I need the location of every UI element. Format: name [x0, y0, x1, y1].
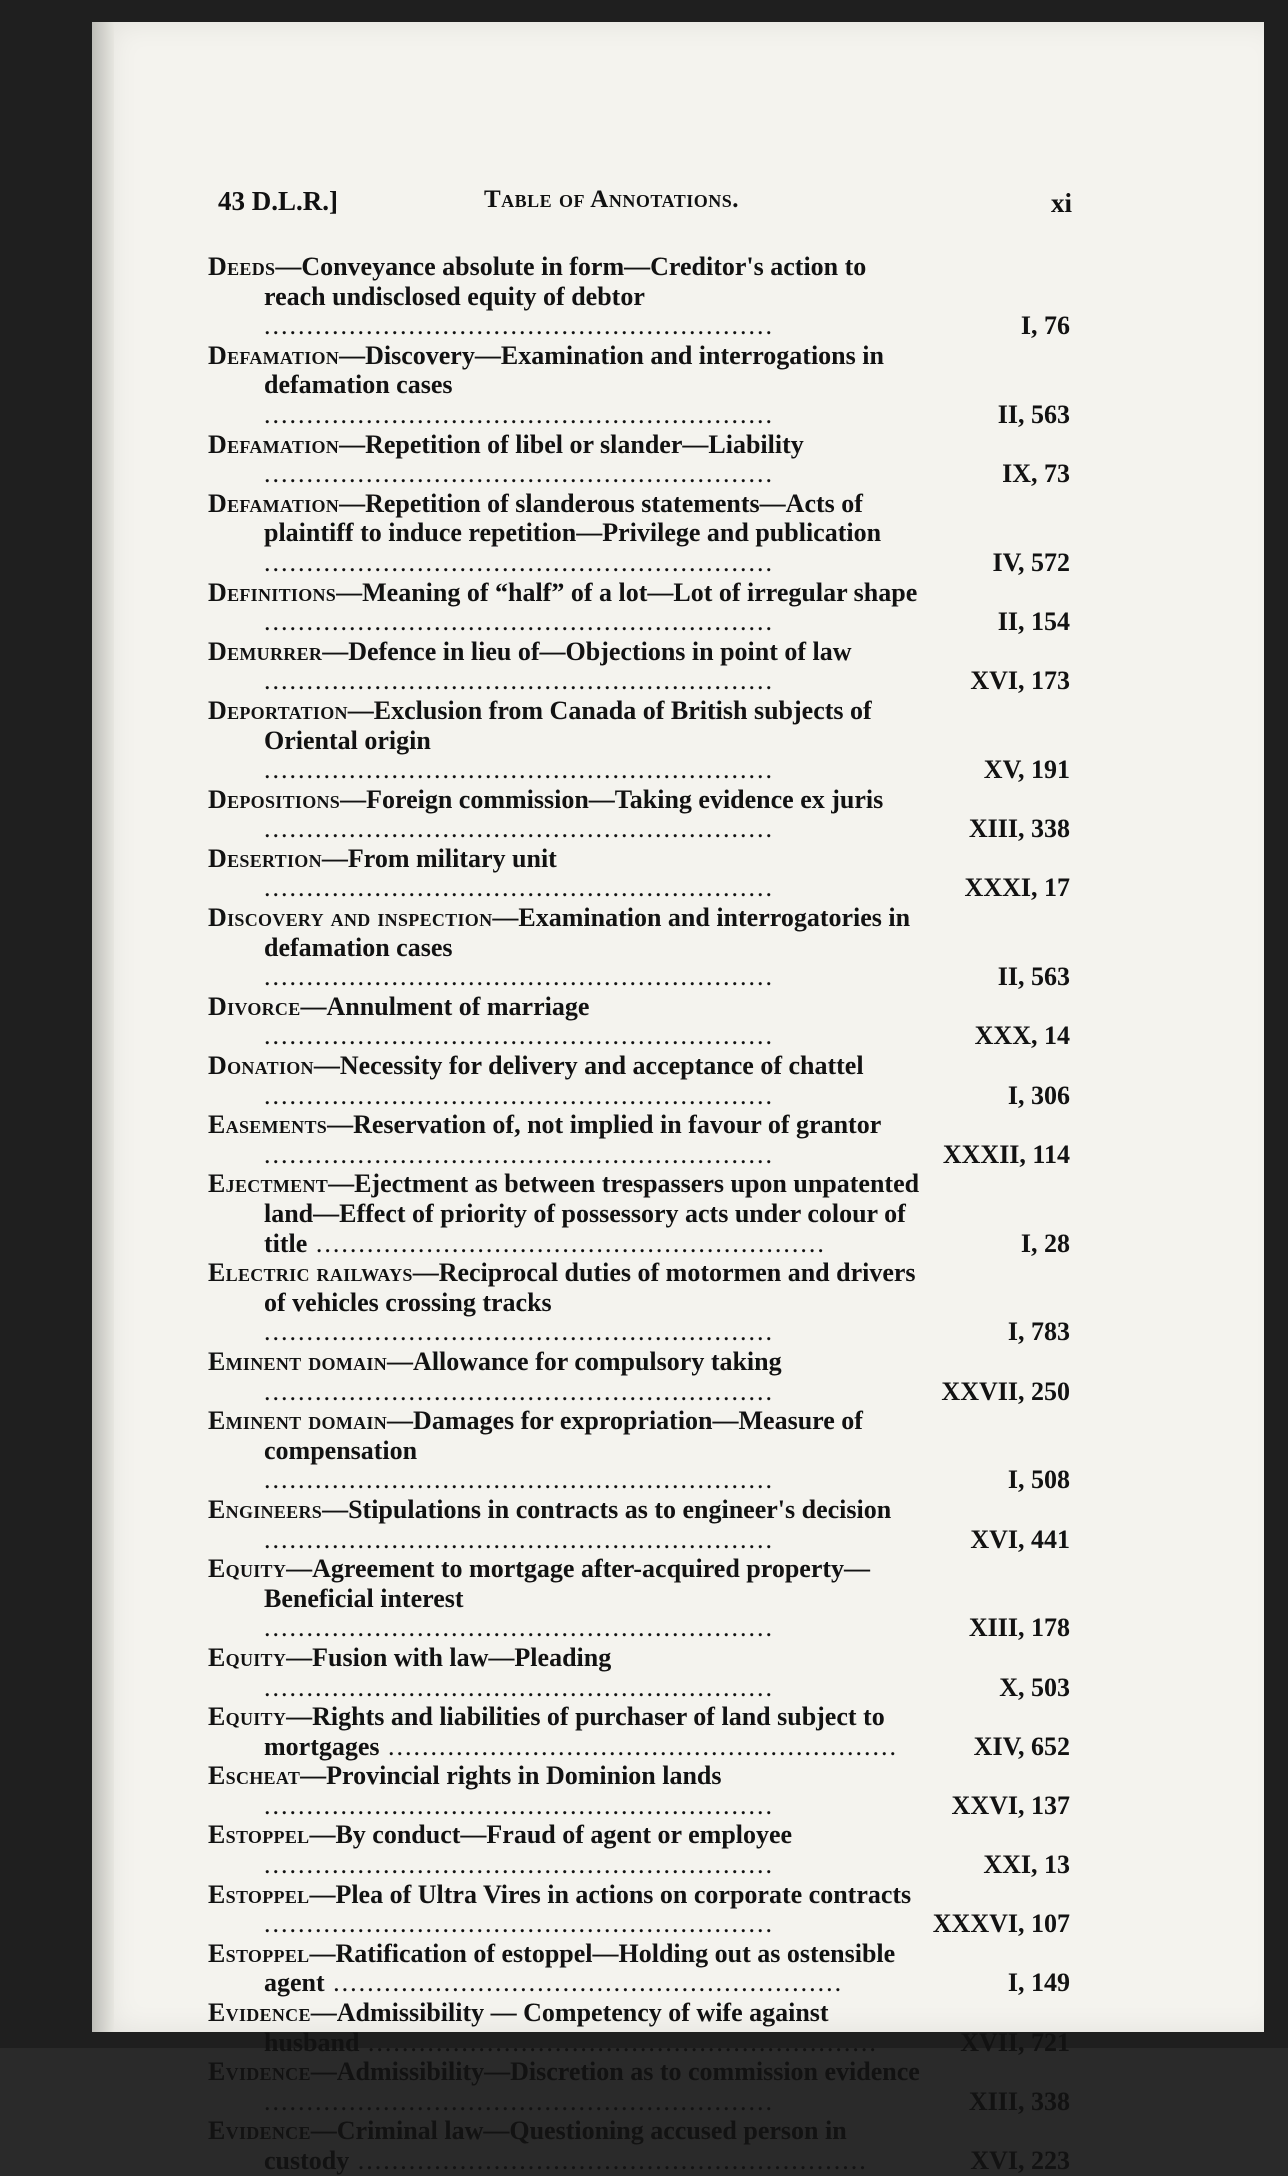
annotation-entry — [208, 1761, 1074, 1820]
annotation-entry — [208, 1110, 1074, 1169]
dot-leader: ............................................................ — [264, 1080, 774, 1110]
annotation-entry — [208, 1406, 1074, 1495]
annotation-entry — [208, 1347, 1074, 1406]
entry-text — [208, 1110, 920, 1169]
page-title: Table of Annotations. — [484, 186, 739, 213]
entry-description: —Ratification of estoppel—Holding out as ostensible agent — [264, 1938, 896, 1998]
dot-leader: ............................................................ — [264, 607, 774, 637]
page-number: xi — [1050, 188, 1072, 218]
entry-reference: IX, 73 — [1002, 459, 1070, 489]
entry-text — [208, 1554, 920, 1643]
annotation-entry — [208, 2057, 1074, 2116]
dot-leader: ............................................................ — [349, 2146, 868, 2175]
entry-text — [208, 1761, 920, 1820]
annotation-entry — [208, 489, 1074, 578]
entry-description: —Damages for expropriation—Measure of compensation — [264, 1406, 863, 1465]
entry-text — [208, 1880, 920, 1939]
entry-description: —Defence in lieu of—Objections in point of law — [322, 636, 852, 666]
entry-heading: Estoppel — [208, 1820, 310, 1850]
entry-reference: XVI, 441 — [970, 1524, 1070, 1554]
entry-heading: Deeds — [208, 252, 276, 281]
entry-description: —Exclusion from Canada of British subjects of Oriental origin — [264, 695, 872, 755]
annotation-entry — [208, 578, 1074, 637]
entry-reference: XIII, 178 — [968, 1613, 1070, 1643]
entry-reference: I, 149 — [1007, 1968, 1070, 1998]
annotation-list — [208, 252, 1074, 2176]
entry-heading: Defamation — [208, 488, 340, 518]
running-header — [218, 186, 1078, 226]
entry-text — [208, 1051, 920, 1110]
entry-description: —Agreement to mortgage after-acquired property—Beneficial interest — [264, 1554, 871, 1613]
dot-leader: ............................................................ — [264, 1613, 774, 1643]
annotation-entry — [208, 637, 1074, 696]
entry-reference: XVI, 223 — [970, 2146, 1070, 2175]
entry-heading: Engineers — [208, 1494, 323, 1524]
entry-heading: Demurrer — [208, 636, 323, 666]
entry-reference: I, 28 — [1020, 1228, 1070, 1258]
entry-text — [208, 1495, 920, 1554]
dot-leader: ............................................................ — [264, 547, 774, 577]
entry-text — [208, 2116, 920, 2175]
annotation-entry — [208, 1702, 1074, 1761]
dot-leader: ............................................................ — [264, 814, 774, 844]
entry-text — [208, 1643, 920, 1702]
annotation-entry — [208, 844, 1074, 903]
dot-leader: ............................................................ — [307, 1228, 826, 1258]
entry-description: —Ejectment as between trespassers upon unpatented land—Effect of priority of possessory acts under colour of title — [264, 1169, 920, 1258]
entry-reference: XIII, 338 — [968, 814, 1070, 844]
dot-leader: ............................................................ — [264, 1317, 774, 1347]
dot-leader: ............................................................ — [264, 1139, 774, 1169]
entry-description: —Conveyance absolute in form—Creditor's action to reach undisclosed equity of debtor — [264, 252, 867, 311]
entry-heading: Evidence — [208, 2057, 311, 2087]
entry-heading: Depositions — [208, 784, 341, 814]
entry-text — [208, 1998, 920, 2057]
entry-description: —Repetition of slanderous statements—Acts of plaintiff to induce repetition—Privilege and publication — [264, 488, 882, 548]
entry-description: —Examination and interrogatories in defamation cases — [264, 903, 911, 962]
dot-leader: ............................................................ — [264, 962, 774, 992]
annotation-entry — [208, 2116, 1074, 2175]
entry-description: —Criminal law—Questioning accused person in custody — [264, 2116, 847, 2175]
entry-description: —Fusion with law—Pleading — [286, 1642, 612, 1672]
entry-heading: Easements — [208, 1110, 328, 1140]
entry-description: —By conduct—Fraud of agent or employee — [309, 1820, 793, 1850]
entry-reference: XXVI, 137 — [951, 1790, 1070, 1820]
volume-reference: 43 D.L.R.] — [218, 186, 338, 216]
entry-heading: Eminent domain — [208, 1346, 388, 1376]
entry-text — [208, 785, 920, 844]
entry-description: —Provincial rights in Dominion lands — [300, 1761, 722, 1791]
entry-text — [208, 903, 920, 992]
dot-leader: ............................................................ — [264, 311, 774, 341]
dot-leader: ............................................................ — [264, 1021, 774, 1051]
dot-leader: ............................................................ — [264, 1672, 774, 1702]
entry-reference: XVII, 721 — [960, 2027, 1070, 2057]
dot-leader: ............................................................ — [264, 2086, 774, 2116]
entry-heading: Desertion — [208, 843, 322, 873]
entry-description: —Necessity for delivery and acceptance of chattel — [313, 1051, 864, 1081]
dot-leader: ............................................................ — [264, 1909, 774, 1939]
entry-text — [208, 1406, 920, 1495]
entry-heading: Divorce — [208, 991, 301, 1021]
entry-reference: II, 154 — [997, 607, 1070, 637]
annotation-entry — [208, 696, 1074, 785]
dot-leader: ............................................................ — [264, 873, 774, 903]
entry-description: —Discovery—Examination and interrogations in defamation cases — [264, 340, 884, 400]
entry-text — [208, 1347, 920, 1406]
entry-description: —Annulment of marriage — [300, 991, 590, 1021]
entry-heading: Evidence — [208, 1998, 311, 2028]
entry-reference: I, 508 — [1007, 1465, 1070, 1495]
entry-description: —Repetition of libel or slander—Liability — [339, 429, 804, 459]
entry-text — [208, 1258, 920, 1347]
entry-heading: Escheat — [208, 1761, 301, 1791]
page-gutter — [92, 22, 114, 2032]
entry-description: —Plea of Ultra Vires in actions on corporate contracts — [309, 1879, 912, 1909]
entry-description: —Allowance for compulsory taking — [387, 1346, 782, 1376]
entry-heading: Deportation — [208, 695, 348, 725]
entry-heading: Equity — [208, 1702, 287, 1732]
entry-heading: Estoppel — [208, 1879, 310, 1909]
annotation-entry — [208, 1998, 1074, 2057]
dot-leader: ............................................................ — [264, 399, 774, 429]
entry-reference: XV, 191 — [983, 755, 1070, 785]
entry-reference: XXXII, 114 — [942, 1139, 1070, 1169]
entry-reference: I, 783 — [1007, 1317, 1070, 1347]
annotation-entry — [208, 903, 1074, 992]
entry-text — [208, 489, 920, 578]
dot-leader: ............................................................ — [264, 1850, 774, 1880]
annotation-entry — [208, 1051, 1074, 1110]
annotation-entry — [208, 252, 1074, 341]
entry-text — [208, 252, 920, 341]
entry-reference: XIV, 652 — [973, 1731, 1070, 1761]
entry-reference: XXI, 13 — [983, 1850, 1070, 1880]
entry-reference: IV, 572 — [992, 547, 1070, 577]
entry-reference: XXX, 14 — [974, 1021, 1070, 1051]
dot-leader: ............................................................ — [264, 1790, 774, 1820]
entry-text — [208, 844, 920, 903]
entry-text — [208, 578, 920, 637]
annotation-entry — [208, 1495, 1074, 1554]
entry-reference: I, 76 — [1020, 311, 1070, 341]
annotation-entry — [208, 1169, 1074, 1258]
entry-heading: Defamation — [208, 340, 340, 370]
entry-reference: XXVII, 250 — [941, 1376, 1070, 1406]
entry-reference: II, 563 — [997, 399, 1070, 429]
entry-heading: Eminent domain — [208, 1406, 388, 1436]
entry-heading: Estoppel — [208, 1938, 310, 1968]
entry-text — [208, 696, 920, 785]
annotation-entry — [208, 1643, 1074, 1702]
entry-text — [208, 430, 920, 489]
dot-leader: ............................................................ — [264, 1465, 774, 1495]
dot-leader: ............................................................ — [264, 755, 774, 785]
annotation-entry — [208, 1820, 1074, 1879]
dot-leader: ............................................................ — [264, 1524, 774, 1554]
entry-description: —Admissibility — Competency of wife against husband — [264, 1998, 829, 2057]
entry-text — [208, 1169, 920, 1258]
dot-leader: ............................................................ — [264, 666, 774, 696]
annotation-entry — [208, 1939, 1074, 1998]
entry-heading: Equity — [208, 1642, 287, 1672]
annotation-entry — [208, 992, 1074, 1051]
entry-heading: Ejectment — [208, 1169, 329, 1199]
entry-description: —Stipulations in contracts as to engineer's decision — [322, 1494, 892, 1524]
entry-text — [208, 2057, 920, 2116]
entry-text — [208, 1820, 920, 1879]
entry-description: —Rights and liabilities of purchaser of land subject to mortgages — [264, 1702, 885, 1761]
entry-reference: I, 306 — [1007, 1080, 1070, 1110]
entry-reference: XXXI, 17 — [964, 873, 1070, 903]
entry-description: —Reciprocal duties of motormen and drivers of vehicles crossing tracks — [264, 1258, 916, 1317]
entry-heading: Evidence — [208, 2116, 311, 2146]
entry-text — [208, 1702, 920, 1761]
entry-heading: Definitions — [208, 577, 337, 607]
dot-leader: ............................................................ — [264, 1376, 774, 1406]
entry-text — [208, 1939, 920, 1998]
entry-description: —Admissibility—Discretion as to commission evidence — [310, 2057, 920, 2087]
dot-leader: ............................................................ — [324, 1968, 844, 1998]
dot-leader: ............................................................ — [379, 1731, 899, 1761]
entry-description: —From military unit — [321, 843, 557, 873]
entry-heading: Donation — [208, 1051, 314, 1081]
entry-reference: II, 563 — [997, 962, 1070, 992]
entry-reference: XVI, 173 — [970, 666, 1070, 696]
entry-description: —Meaning of “half” of a lot—Lot of irregular shape — [336, 577, 918, 607]
entry-reference: XIII, 338 — [968, 2086, 1070, 2116]
entry-reference: XXXVI, 107 — [932, 1909, 1070, 1939]
entry-text — [208, 992, 920, 1051]
dot-leader: ............................................................ — [359, 2027, 878, 2057]
dot-leader: ............................................................ — [264, 459, 774, 489]
entry-heading: Equity — [208, 1554, 287, 1584]
annotation-entry — [208, 1554, 1074, 1643]
entry-heading: Discovery and inspection — [208, 903, 493, 933]
entry-reference: X, 503 — [999, 1672, 1070, 1702]
entry-description: —Reservation of, not implied in favour of grantor — [327, 1110, 882, 1140]
entry-text — [208, 341, 920, 430]
annotation-entry — [208, 341, 1074, 430]
annotation-entry — [208, 430, 1074, 489]
entry-heading: Electric railways — [208, 1258, 413, 1288]
entry-description: —Foreign commission—Taking evidence ex juris — [340, 784, 884, 814]
annotation-entry — [208, 1880, 1074, 1939]
entry-heading: Defamation — [208, 429, 340, 459]
entry-text — [208, 637, 920, 696]
annotation-entry — [208, 785, 1074, 844]
annotation-entry — [208, 1258, 1074, 1347]
